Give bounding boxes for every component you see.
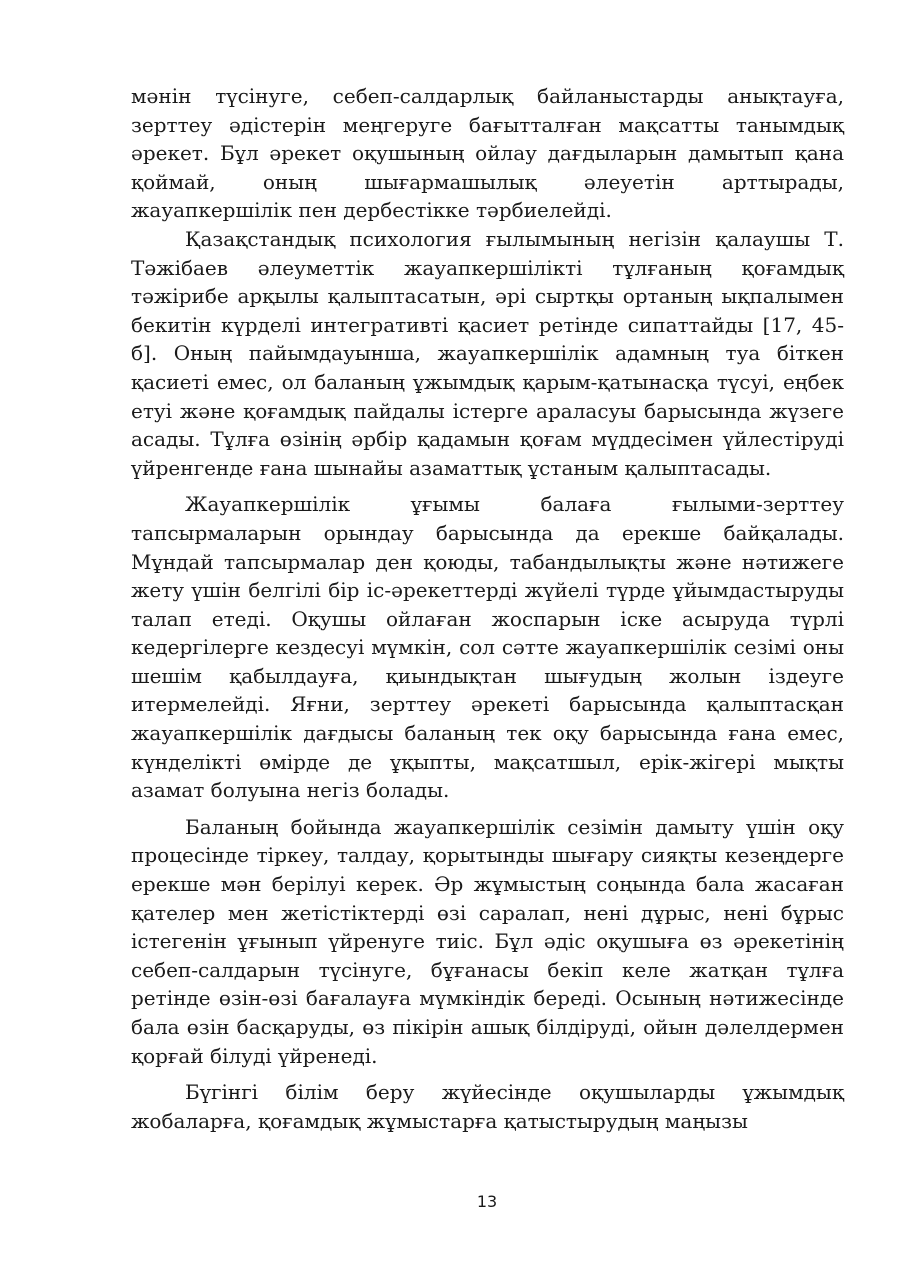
paragraph-learning-process: Баланың бойында жауапкершілік сезімін дамыту үшін оқу процесінде тіркеу, талдау, қорытынды шығару сияқты кезеңдерге ерекше мән берілуі керек. Әр жұмыстың соңында бала жасаған қателер мен жетістіктерді өзі саралап, нені дұрыс, нені бұрыс істегенін ұғынып үйренуге тиіс. Бұл әдіс оқушыға өз әрекетінің себеп-салдарын түсінуге, бұғанасы бекіп келе жатқан тұлға ретінде өзін-өзі бағалауға мүмкіндік береді. Осының нәтижесінде бала өзін басқаруды, өз пікірін ашық білдіруді, ойын дәлелдермен қорғай білуді үйренеді. bbox=[131, 814, 844, 1068]
paragraph-continuation: мәнін түсінуге, себеп-салдарлық байланыстарды анықтауға, зерттеу әдістерін меңгеруге бағытталған мақсатты танымдық әрекет. Бұл әрекет оқушының ойлау дағдыларын дамытып қана қоймай, оның шығармашылық әлеуетін арттырады, жауапкершілік пен дербестікке тәрбиелейді. bbox=[131, 84, 844, 223]
page-number: 13 bbox=[476, 1192, 498, 1211]
paragraph-research-tasks: Жауапкершілік ұғымы балаға ғылыми-зерттеу тапсырмаларын орындау барысында да ерекше байқалады. Мұндай тапсырмалар ден қоюды, табандылықты және нәтижеге жету үшін белгілі бір іс-әрекеттерді жүйелі түрде ұйымдастыруды талап етеді. Оқушы ойлаған жоспарын іске асыруда түрлі кедергілерге кездесуі мүмкін, сол сәтте жауапкершілік сезімі оны шешім қабылдауға, қиындықтан шығудың жолын іздеуге итермелейді. Яғни, зерттеу әрекеті барысында қалыптасқан жауапкершілік дағдысы баланың тек оқу барысында ғана емес, күнделікті өмірде де ұқыпты, мақсатшыл, ерік-жігері мықты азамат болуына негіз болады. bbox=[131, 492, 844, 803]
paragraph-tazhibaev: Қазақстандық психология ғылымының негізін қалаушы Т. Тәжібаев әлеуметтік жауапкершілікті тұлғаның қоғамдық тәжірибе арқылы қалыптасатын, әрі сыртқы ортаның ықпалымен бекитін күрделі интегративті қасиет ретінде сипаттайды [17, 45-б]. Оның пайымдауынша, жауапкершілік адамның туа біткен қасиеті емес, ол баланың ұжымдық қарым-қатынасқа түсуі, еңбек етуі және қоғамдық пайдалы істерге араласуы барысында жүзеге асады. Тұлға өзінің әрбір қадамын қоғам мүддесімен үйлестіруді үйренгенде ғана шынайы азаматтық ұстаным қалыптасады. bbox=[131, 226, 844, 480]
paragraph-modern-education: Бүгінгі білім беру жүйесінде оқушыларды ұжымдық жобаларға, қоғамдық жұмыстарға қатыстырудың маңызы bbox=[131, 1080, 844, 1133]
body-text bbox=[131, 82, 844, 1135]
